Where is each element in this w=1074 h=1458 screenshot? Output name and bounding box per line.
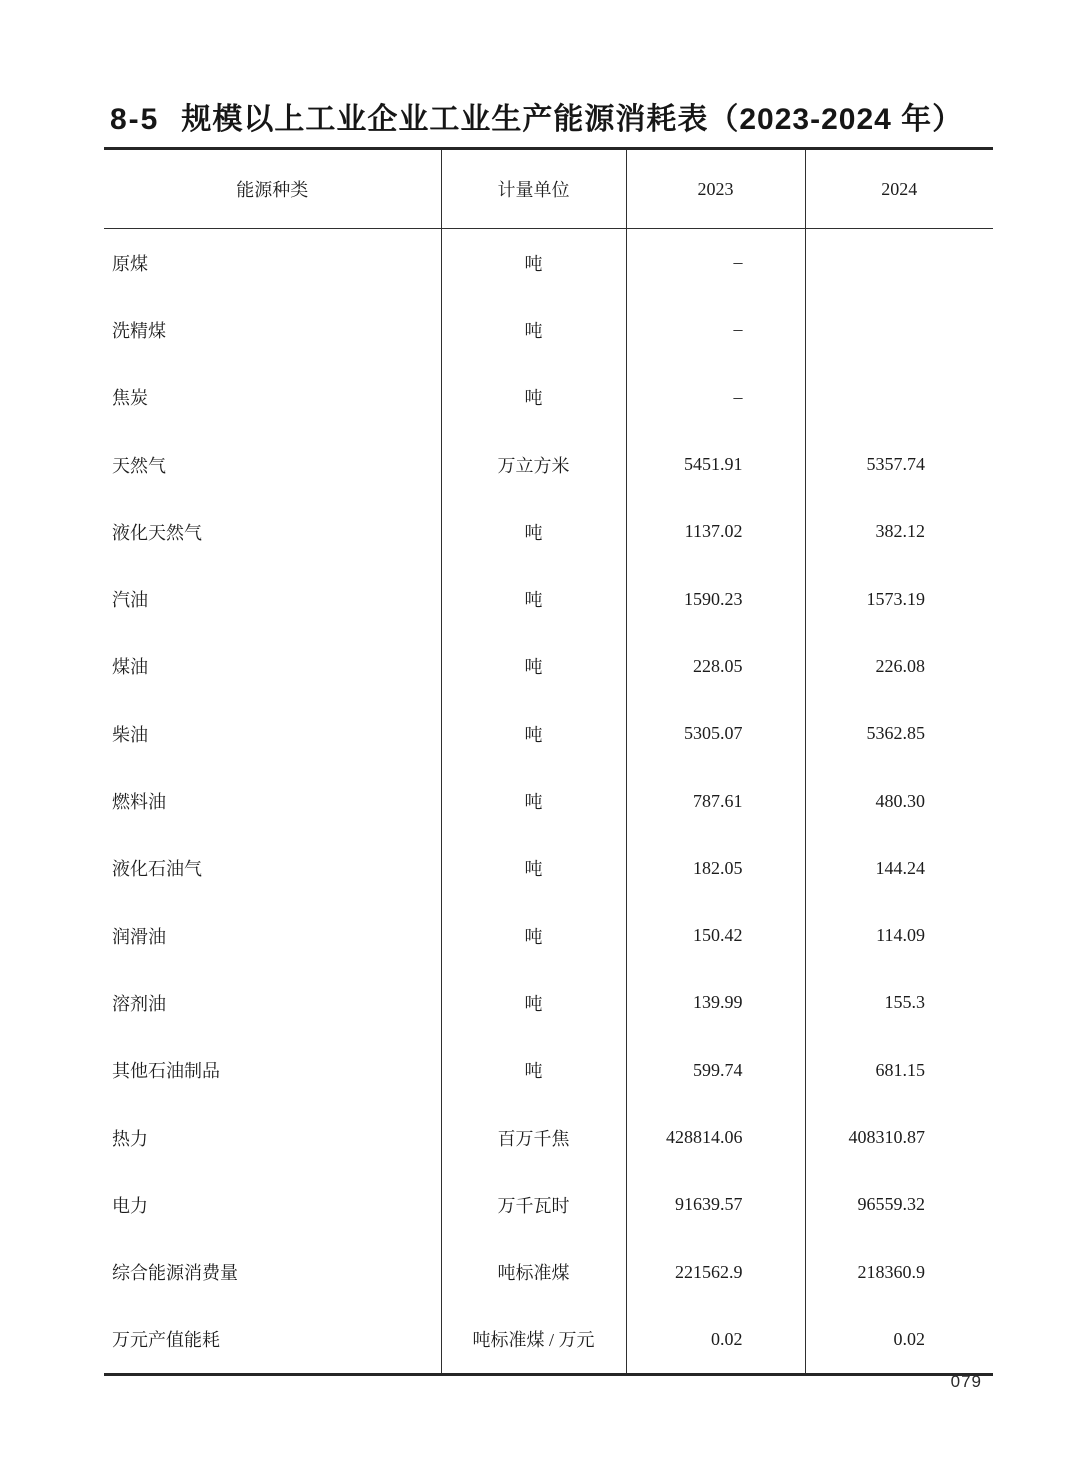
table-row (104, 1104, 993, 1171)
cell-unit: 吨 (441, 700, 626, 767)
cell-energy-type: 综合能源消费量 (112, 1263, 238, 1284)
table-row (104, 1037, 993, 1104)
energy-consumption-table (104, 147, 993, 1376)
table-row (104, 969, 993, 1036)
cell-2024-value: 5362.85 (805, 700, 993, 767)
cell-unit: 吨标准煤 (441, 1238, 626, 1305)
cell-energy-type: 柴油 (112, 724, 148, 745)
table-row (104, 767, 993, 834)
cell-unit: 吨 (441, 835, 626, 902)
table-row (104, 498, 993, 565)
cell-energy-type: 其他石油制品 (112, 1061, 220, 1082)
table-row (104, 296, 993, 363)
cell-2023-value: 228.05 (626, 633, 805, 700)
cell-unit: 万立方米 (441, 431, 626, 498)
cell-2023-value: – (626, 296, 805, 363)
cell-energy-type: 万元产值能耗 (112, 1330, 220, 1351)
column-header-unit: 计量单位 (441, 149, 626, 229)
cell-2023-value: 0.02 (626, 1306, 805, 1375)
cell-energy-type: 汽油 (112, 590, 148, 611)
cell-2023-value: 5451.91 (626, 431, 805, 498)
cell-unit: 吨标准煤 / 万元 (441, 1306, 626, 1375)
cell-unit: 吨 (441, 633, 626, 700)
table-row (104, 1306, 993, 1375)
column-header-2023: 2023 (626, 149, 805, 229)
table-row (104, 700, 993, 767)
cell-2024-value (805, 229, 993, 297)
cell-energy-type: 焦炭 (112, 388, 148, 409)
cell-2024-value: 114.09 (805, 902, 993, 969)
table-row (104, 633, 993, 700)
cell-energy-type: 原煤 (112, 253, 148, 274)
cell-unit: 吨 (441, 565, 626, 632)
cell-2023-value: 428814.06 (626, 1104, 805, 1171)
cell-energy-type: 热力 (112, 1128, 148, 1149)
cell-energy-type: 天然气 (112, 455, 166, 476)
table-row (104, 835, 993, 902)
cell-2024-value (805, 364, 993, 431)
cell-energy-type: 液化石油气 (112, 859, 202, 880)
cell-unit: 吨 (441, 902, 626, 969)
table-body (104, 229, 993, 1375)
cell-energy-type: 润滑油 (112, 926, 166, 947)
cell-2023-value: 5305.07 (626, 700, 805, 767)
cell-2024-value (805, 296, 993, 363)
cell-energy-type: 溶剂油 (112, 993, 166, 1014)
table-row (104, 229, 993, 297)
table-row (104, 902, 993, 969)
cell-unit: 吨 (441, 229, 626, 297)
cell-2023-value: 182.05 (626, 835, 805, 902)
cell-2023-value: 150.42 (626, 902, 805, 969)
column-header-energy-type: 能源种类 (104, 149, 441, 229)
cell-2024-value: 681.15 (805, 1037, 993, 1104)
cell-energy-type: 洗精煤 (112, 320, 166, 341)
cell-2024-value: 0.02 (805, 1306, 993, 1375)
cell-2023-value: 139.99 (626, 969, 805, 1036)
cell-2023-value: 221562.9 (626, 1238, 805, 1305)
cell-2023-value: 1137.02 (626, 498, 805, 565)
table-row (104, 431, 993, 498)
cell-2024-value: 218360.9 (805, 1238, 993, 1305)
table-row (104, 364, 993, 431)
cell-2023-value: 787.61 (626, 767, 805, 834)
column-header-2024: 2024 (805, 149, 993, 229)
cell-energy-type: 液化天然气 (112, 522, 202, 543)
cell-2024-value: 1573.19 (805, 565, 993, 632)
cell-2024-value: 155.3 (805, 969, 993, 1036)
cell-energy-type: 电力 (112, 1195, 148, 1216)
cell-unit: 吨 (441, 969, 626, 1036)
cell-energy-type: 煤油 (112, 657, 148, 678)
cell-2024-value: 480.30 (805, 767, 993, 834)
cell-unit: 吨 (441, 1037, 626, 1104)
header-row (104, 149, 993, 229)
cell-unit: 吨 (441, 498, 626, 565)
page-number: 079 (950, 1372, 982, 1391)
cell-2024-value: 5357.74 (805, 431, 993, 498)
table-number: 8-5 (110, 103, 160, 136)
table-row (104, 1238, 993, 1305)
table-row (104, 1171, 993, 1238)
cell-unit: 吨 (441, 296, 626, 363)
table-title-text: 规模以上工业企业工业生产能源消耗表（2023-2024 年） (181, 103, 964, 136)
cell-unit: 吨 (441, 767, 626, 834)
cell-2024-value: 382.12 (805, 498, 993, 565)
cell-unit: 万千瓦时 (441, 1171, 626, 1238)
page-title (110, 94, 963, 138)
cell-2023-value: 91639.57 (626, 1171, 805, 1238)
cell-unit: 吨 (441, 364, 626, 431)
cell-2023-value: – (626, 229, 805, 297)
cell-2023-value: – (626, 364, 805, 431)
cell-2024-value: 408310.87 (805, 1104, 993, 1171)
cell-2024-value: 144.24 (805, 835, 993, 902)
cell-2023-value: 1590.23 (626, 565, 805, 632)
cell-unit: 百万千焦 (441, 1104, 626, 1171)
cell-2024-value: 226.08 (805, 633, 993, 700)
cell-energy-type: 燃料油 (112, 792, 166, 813)
cell-2023-value: 599.74 (626, 1037, 805, 1104)
cell-2024-value: 96559.32 (805, 1171, 993, 1238)
table-row (104, 565, 993, 632)
